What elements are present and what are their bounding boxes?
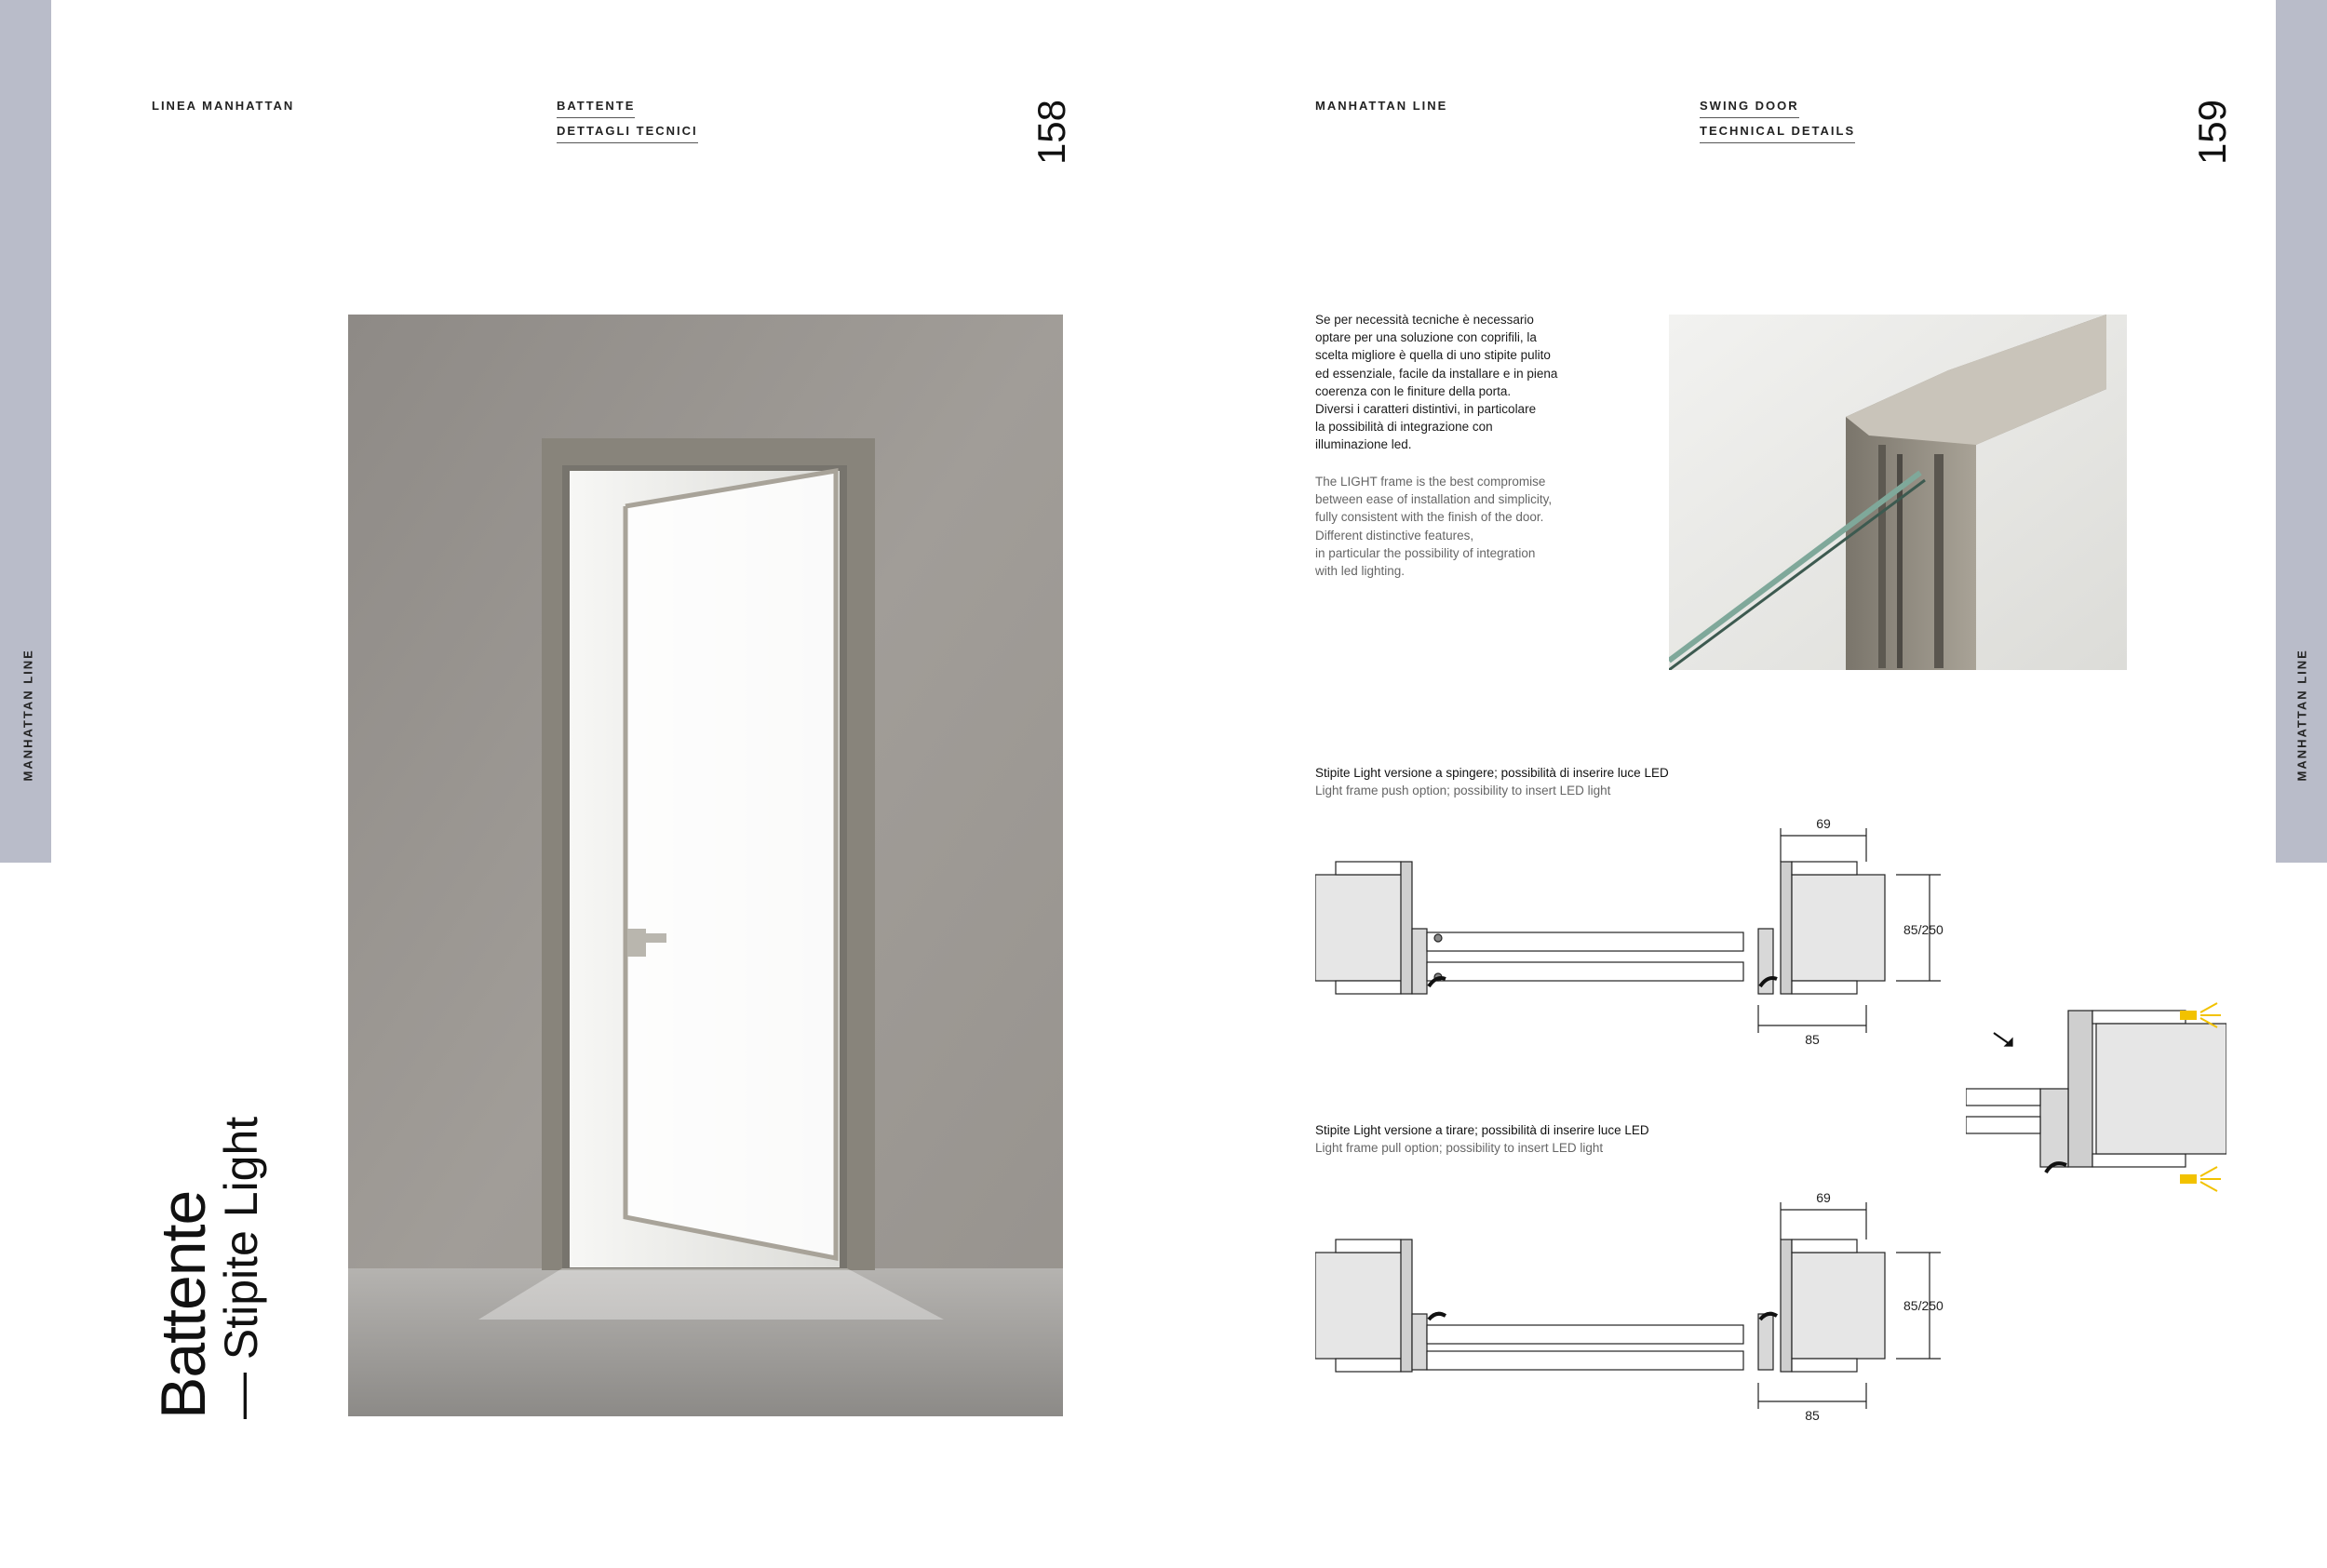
door-photo bbox=[348, 315, 1063, 1416]
description-it-line: Diversi i caratteri distintivi, in particolare bbox=[1315, 402, 1537, 417]
pull-dim-top: 69 bbox=[1816, 1190, 1831, 1205]
right-side-label: MANHATTAN LINE bbox=[2294, 649, 2309, 782]
description-it-line: optare per una soluzione con coprifili, la bbox=[1315, 330, 1537, 345]
pull-caption-en: Light frame pull option; possibility to insert LED light bbox=[1315, 1141, 1604, 1155]
title-main: Battente bbox=[148, 1190, 219, 1419]
pull-section-drawing bbox=[1315, 1184, 1967, 1427]
pull-caption bbox=[1315, 1123, 1649, 1155]
page-number-left: 158 bbox=[1029, 99, 1073, 166]
header-type-it: BATTENTE bbox=[557, 99, 635, 118]
led-strip-bottom bbox=[2180, 1174, 2197, 1184]
description-it-line: ed essenziale, facile da installare e in piena bbox=[1315, 366, 1558, 381]
pull-dim-right: 85/250 bbox=[1903, 1298, 1944, 1313]
push-caption bbox=[1315, 766, 1669, 797]
header-series-en: MANHATTAN LINE bbox=[1315, 99, 1448, 113]
description-en-line: Different distinctive features, bbox=[1315, 528, 1474, 543]
header-type-en: SWING DOOR bbox=[1700, 99, 1799, 118]
description-en-line: between ease of installation and simplicity, bbox=[1315, 492, 1553, 507]
left-side-label: MANHATTAN LINE bbox=[20, 649, 35, 782]
title-sub: — Stipite Light bbox=[215, 1116, 267, 1419]
push-caption-en: Light frame push option; possibility to insert LED light bbox=[1315, 784, 1611, 797]
frame-detail-photo bbox=[1669, 315, 2127, 670]
description-it bbox=[1315, 311, 1622, 454]
push-caption-it: Stipite Light versione a spingere; possibilità di inserire luce LED bbox=[1315, 766, 1669, 780]
pull-caption-it: Stipite Light versione a tirare; possibilità di inserire luce LED bbox=[1315, 1123, 1649, 1137]
description-en-line: with led lighting. bbox=[1315, 564, 1406, 579]
led-strip-top bbox=[2180, 1011, 2197, 1020]
description-it-line: Se per necessità tecniche è necessario bbox=[1315, 313, 1534, 327]
description-en-line: in particular the possibility of integration bbox=[1315, 545, 1536, 560]
push-dim-top: 69 bbox=[1816, 816, 1831, 831]
description-it-line: la possibilità di integrazione con bbox=[1315, 420, 1493, 435]
description-en bbox=[1315, 473, 1622, 580]
push-section-drawing bbox=[1315, 810, 1967, 1052]
header-section-en: TECHNICAL DETAILS bbox=[1700, 124, 1855, 143]
description-it-line: coerenza con le finiture della porta. bbox=[1315, 383, 1512, 398]
description-it-line: scelta migliore è quella di uno stipite pulito bbox=[1315, 348, 1551, 363]
pull-dim-bottom: 85 bbox=[1805, 1408, 1820, 1423]
header-series-it: LINEA MANHATTAN bbox=[152, 99, 295, 113]
product-title bbox=[147, 1117, 268, 1419]
page-number-right: 159 bbox=[2190, 99, 2234, 166]
push-dim-bottom: 85 bbox=[1805, 1032, 1820, 1047]
description-en-line: fully consistent with the finish of the door. bbox=[1315, 510, 1544, 525]
header-section-it: DETTAGLI TECNICI bbox=[557, 124, 698, 143]
push-dim-right: 85/250 bbox=[1903, 922, 1944, 937]
description-it-line: illuminazione led. bbox=[1315, 437, 1412, 452]
description-en-line: The LIGHT frame is the best compromise bbox=[1315, 475, 1546, 489]
led-detail-drawing bbox=[1966, 977, 2226, 1200]
